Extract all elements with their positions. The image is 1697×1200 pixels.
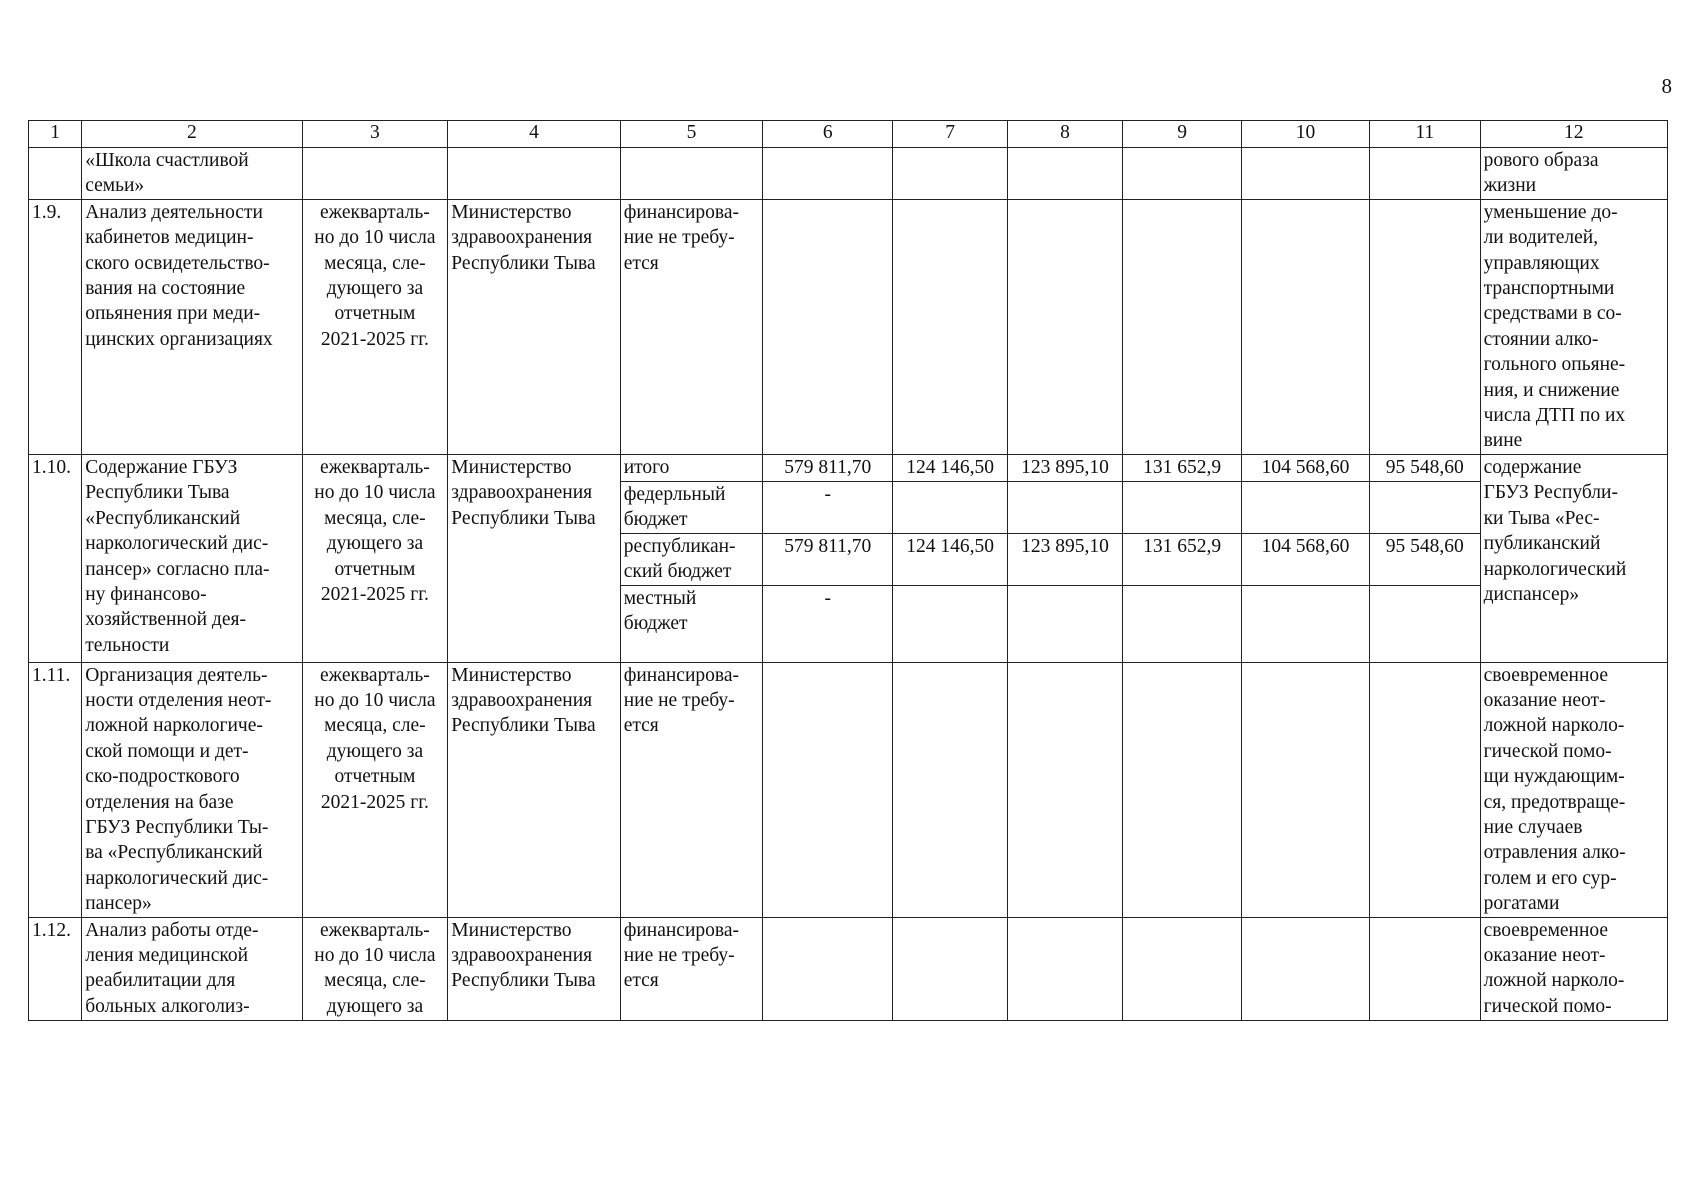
amount-2021: 124 146,50 [893, 533, 1008, 585]
amount-2025 [1369, 148, 1480, 200]
amount-2021 [893, 199, 1008, 454]
amount-2025: 95 548,60 [1369, 454, 1480, 481]
executor [448, 148, 620, 200]
amount-2022 [1008, 917, 1123, 1020]
executor: Министерство здравоохранения Республики Тыва [448, 454, 620, 662]
amount-2021: 124 146,50 [893, 454, 1008, 481]
funding-source: финансирова- ние не требу- ется [620, 917, 763, 1020]
expected-result: рового образа жизни [1480, 148, 1667, 200]
funding-source: финансирова- ние не требу- ется [620, 662, 763, 917]
term [302, 148, 448, 200]
executor: Министерство здравоохранения Республики Тыва [448, 662, 620, 917]
amount-2021 [893, 148, 1008, 200]
amount-total [763, 662, 893, 917]
amount-2023 [1123, 585, 1242, 662]
expected-result: своевременное оказание неот- ложной нарколо- гической помо- щи нуждающим- ся, предотвраще- ние случаев отравления алко- голем и его сур- рогатами [1480, 662, 1667, 917]
amount-2022 [1008, 481, 1123, 533]
amount-2023 [1123, 148, 1242, 200]
amount-2024 [1242, 148, 1370, 200]
term: ежекварталь- но до 10 числа месяца, сле- дующего за отчетным 2021-2025 гг. [302, 454, 448, 662]
row-number: 1.12. [29, 917, 82, 1020]
expected-result: содержание ГБУЗ Республи- ки Тыва «Рес- публиканский наркологический диспансер» [1480, 454, 1667, 662]
amount-total [763, 148, 893, 200]
funding-source [620, 148, 763, 200]
column-header: 2 [82, 121, 302, 148]
amount-2024: 104 568,60 [1242, 533, 1370, 585]
column-header: 9 [1123, 121, 1242, 148]
amount-2025 [1369, 199, 1480, 454]
term: ежекварталь- но до 10 числа месяца, сле- дующего за отчетным 2021-2025 гг. [302, 662, 448, 917]
page-number: 8 [1661, 74, 1672, 98]
amount-2024 [1242, 481, 1370, 533]
amount-2022 [1008, 199, 1123, 454]
amount-2025: 95 548,60 [1369, 533, 1480, 585]
table-row [29, 199, 1668, 454]
amount-2024 [1242, 917, 1370, 1020]
column-header: 10 [1242, 121, 1370, 148]
amount-2023: 131 652,9 [1123, 454, 1242, 481]
funding-source: итого [620, 454, 763, 481]
amount-total: 579 811,70 [763, 454, 893, 481]
amount-2024: 104 568,60 [1242, 454, 1370, 481]
amount-2022 [1008, 148, 1123, 200]
amount-2021 [893, 585, 1008, 662]
measure-name: Анализ работы отде- ления медицинской реабилитации для больных алкоголиз- [82, 917, 302, 1020]
funding-source: местный бюджет [620, 585, 763, 662]
row-number: 1.10. [29, 454, 82, 662]
measure-name: «Школа счастливой семьи» [82, 148, 302, 200]
column-header: 8 [1008, 121, 1123, 148]
measure-name: Организация деятель- ности отделения неот- ложной наркологиче- ской помощи и дет- ско-подросткового отделения на базе ГБУЗ Республики Ты- ва «Республиканский наркологический дис- пансер» [82, 662, 302, 917]
column-header: 1 [29, 121, 82, 148]
amount-2022 [1008, 662, 1123, 917]
row-number [29, 148, 82, 200]
measure-name: Анализ деятельности кабинетов медицин- ского освидетельство- вания на состояние опьянения при меди- цинских организациях [82, 199, 302, 454]
amount-2021 [893, 481, 1008, 533]
amount-2022: 123 895,10 [1008, 454, 1123, 481]
expected-result: своевременное оказание неот- ложной нарколо- гической помо- [1480, 917, 1667, 1020]
amount-2023: 131 652,9 [1123, 533, 1242, 585]
amount-2025 [1369, 481, 1480, 533]
term: ежекварталь- но до 10 числа месяца, сле- дующего за отчетным 2021-2025 гг. [302, 199, 448, 454]
amount-2024 [1242, 662, 1370, 917]
column-header: 6 [763, 121, 893, 148]
amount-2024 [1242, 199, 1370, 454]
measures-table [28, 120, 1668, 1021]
amount-total [763, 199, 893, 454]
amount-2024 [1242, 585, 1370, 662]
amount-2025 [1369, 585, 1480, 662]
funding-source: финансирова- ние не требу- ется [620, 199, 763, 454]
amount-2023 [1123, 481, 1242, 533]
column-header: 12 [1480, 121, 1667, 148]
amount-2022: 123 895,10 [1008, 533, 1123, 585]
column-header: 7 [893, 121, 1008, 148]
amount-2025 [1369, 662, 1480, 917]
measure-name: Содержание ГБУЗ Республики Тыва «Республиканский наркологический дис- пансер» согласно пла- ну финансово- хозяйственной дея- тельности [82, 454, 302, 662]
column-header: 5 [620, 121, 763, 148]
amount-total [763, 917, 893, 1020]
table-row [29, 148, 1668, 200]
amount-2023 [1123, 199, 1242, 454]
header-row [29, 121, 1668, 148]
funding-source: федерльный бюджет [620, 481, 763, 533]
amount-2021 [893, 662, 1008, 917]
column-header: 4 [448, 121, 620, 148]
amount-total: 579 811,70 [763, 533, 893, 585]
term: ежекварталь- но до 10 числа месяца, сле- дующего за [302, 917, 448, 1020]
amount-2025 [1369, 917, 1480, 1020]
amount-2023 [1123, 917, 1242, 1020]
executor: Министерство здравоохранения Республики Тыва [448, 917, 620, 1020]
table-row [29, 454, 1668, 481]
amount-2021 [893, 917, 1008, 1020]
amount-total: - [763, 481, 893, 533]
amount-2022 [1008, 585, 1123, 662]
row-number: 1.9. [29, 199, 82, 454]
row-number: 1.11. [29, 662, 82, 917]
amount-2023 [1123, 662, 1242, 917]
table-row [29, 662, 1668, 917]
amount-total: - [763, 585, 893, 662]
table-row [29, 917, 1668, 1020]
expected-result: уменьшение до- ли водителей, управляющих транспортными средствами в со- стоянии алко- гольного опьяне- ния, и снижение числа ДТП по их вине [1480, 199, 1667, 454]
column-header: 3 [302, 121, 448, 148]
funding-source: республикан- ский бюджет [620, 533, 763, 585]
executor: Министерство здравоохранения Республики Тыва [448, 199, 620, 454]
column-header: 11 [1369, 121, 1480, 148]
